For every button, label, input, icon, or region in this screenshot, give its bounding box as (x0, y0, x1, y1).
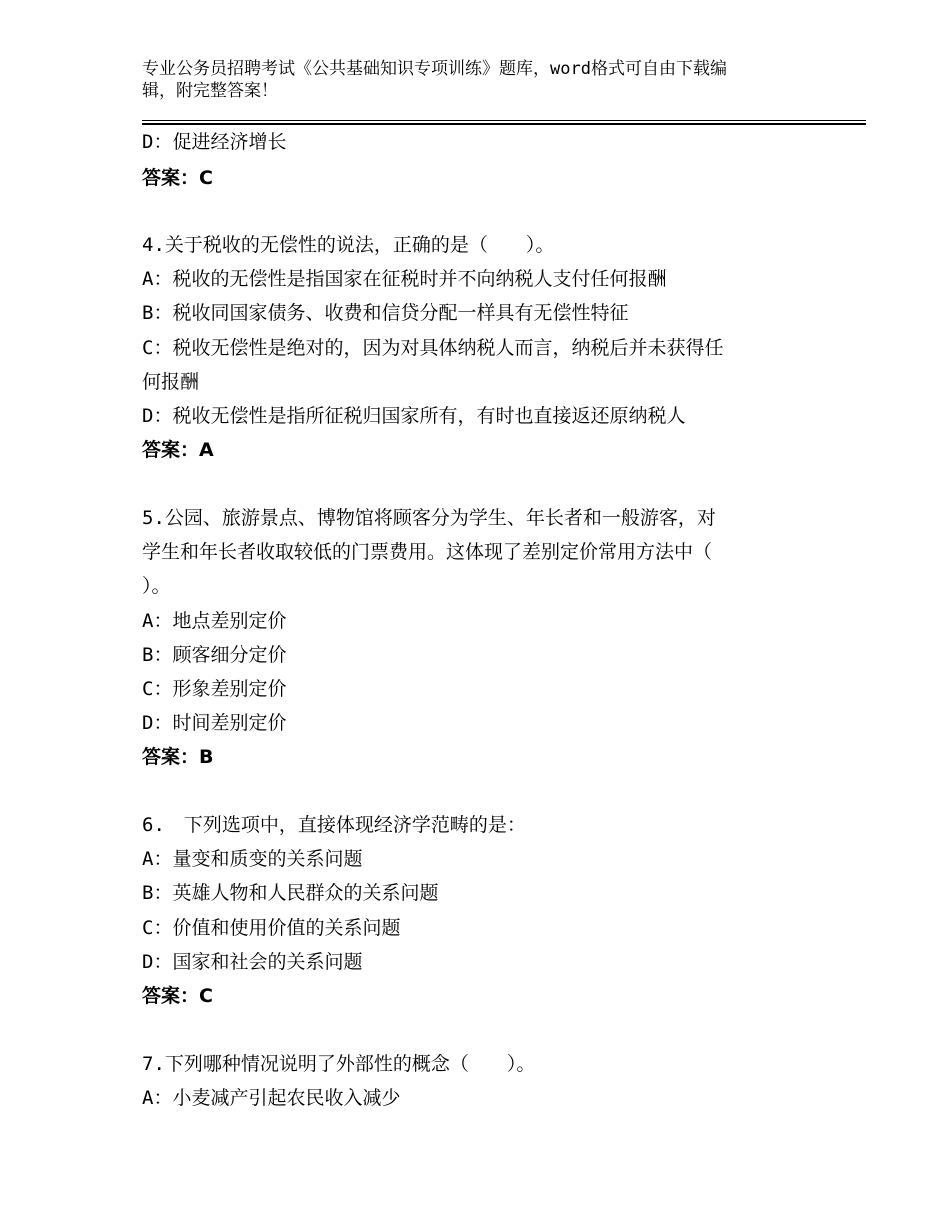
q5-answer: 答案：B (142, 746, 214, 768)
q4-option-c: C：税收无偿性是绝对的，因为对具体纳税人而言，纳税后并未获得任 (142, 337, 724, 359)
q6-option-d: D：国家和社会的关系问题 (142, 951, 363, 973)
q4-option-b: B：税收同国家债务、收费和信贷分配一样具有无偿性特征 (142, 302, 629, 324)
q6-option-b: B：英雄人物和人民群众的关系问题 (142, 882, 439, 904)
q7-option-a: A：小麦减产引起农民收入减少 (142, 1087, 401, 1109)
header-divider-thin (142, 120, 866, 121)
q5-option-d: D：时间差别定价 (142, 712, 287, 734)
q5-option-c: C：形象差别定价 (142, 678, 287, 700)
header-line-1: 专业公务员招聘考试《公共基础知识专项训练》题库，word格式可自由下载编 (142, 59, 727, 79)
q5-question-cont-1: 学生和年长者收取较低的门票费用。这体现了差别定价常用方法中（ (142, 541, 713, 563)
header-divider-thick (142, 123, 866, 125)
q7-question: 7.下列哪种情况说明了外部性的概念（ ）。 (142, 1053, 536, 1075)
q5-option-a: A：地点差别定价 (142, 610, 287, 632)
header-line-2: 辑，附完整答案！ (142, 81, 278, 101)
q6-question: 6. 下列选项中，直接体现经济学范畴的是： (142, 814, 526, 836)
q4-answer: 答案：A (142, 439, 214, 461)
q5-option-b: B：顾客细分定价 (142, 644, 287, 666)
q6-option-a: A：量变和质变的关系问题 (142, 848, 363, 870)
q4-question: 4.关于税收的无偿性的说法，正确的是（ ）。 (142, 234, 555, 256)
q5-question: 5.公园、旅游景点、博物馆将顾客分为学生、年长者和一般游客，对 (142, 507, 716, 529)
q6-answer: 答案：C (142, 985, 213, 1007)
q4-option-a: A：税收的无偿性是指国家在征税时并不向纳税人支付任何报酬 (142, 268, 667, 290)
q3-answer: 答案：C (142, 167, 213, 189)
document-header (142, 58, 802, 102)
q4-option-d: D：税收无偿性是指所征税归国家所有，有时也直接返还原纳税人 (142, 405, 686, 427)
q5-question-cont-2: ）。 (142, 575, 171, 597)
q6-option-c: C：价值和使用价值的关系问题 (142, 917, 401, 939)
q4-option-c-cont: 何报酬 (142, 371, 200, 393)
q3-option-d: D：促进经济增长 (142, 131, 287, 153)
